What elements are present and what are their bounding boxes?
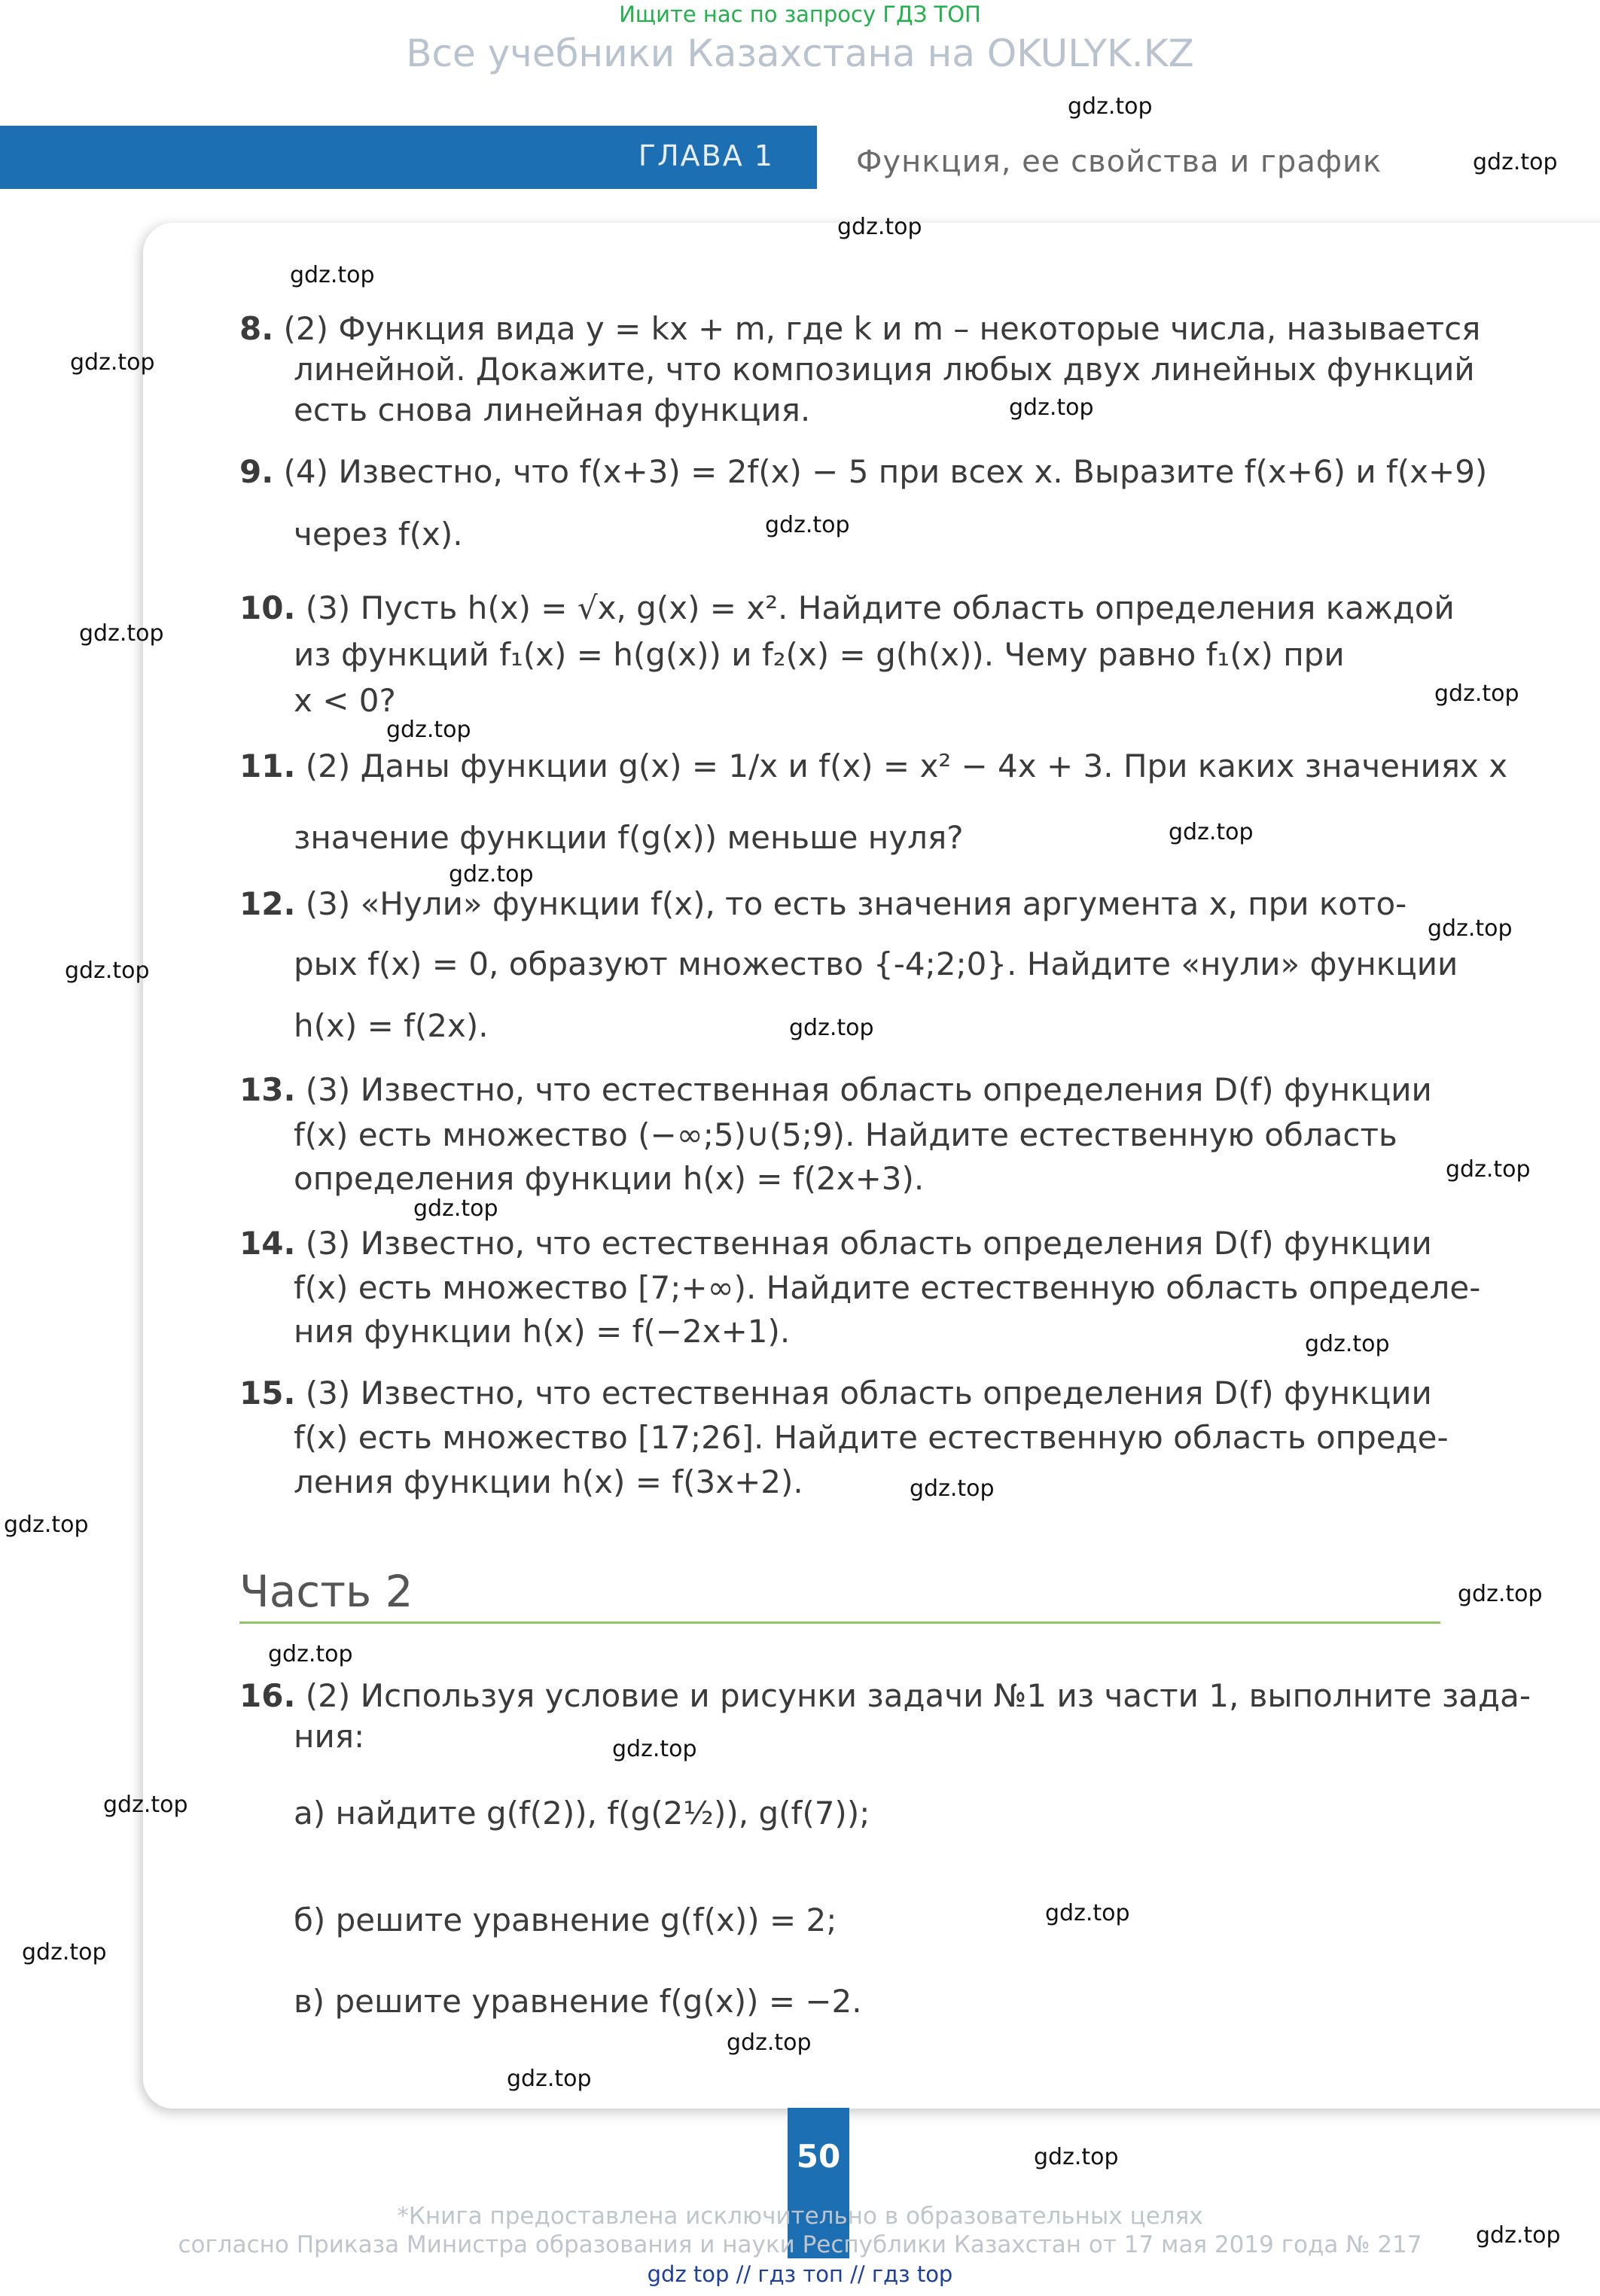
watermark: gdz.top <box>1009 394 1094 421</box>
watermark: gdz.top <box>910 1475 995 1502</box>
watermark: gdz.top <box>79 620 164 647</box>
problem-10-line-3: x < 0? <box>294 682 396 719</box>
problem-16-line-2: ния: <box>294 1718 365 1755</box>
problem-14-line-2: f(x) есть множество [7;+∞). Найдите естественную область определе- <box>294 1269 1481 1306</box>
watermark: gdz.top <box>837 214 922 240</box>
watermark: gdz.top <box>1434 681 1519 707</box>
problem-16-line-1: 16. (2) Используя условие и рисунки задачи №1 из части 1, выполните зада- <box>239 1677 1531 1714</box>
problem-15-line-3: ления функции h(x) = f(3x+2). <box>294 1463 803 1500</box>
watermark: gdz.top <box>612 1736 697 1762</box>
problem-15-line-1: 15. (3) Известно, что естественная область определения D(f) функции <box>239 1375 1432 1411</box>
problem-10-line-1: 10. (3) Пусть h(x) = √x, g(x) = x². Найдите область определения каждой <box>239 589 1455 626</box>
watermark: gdz.top <box>1458 1581 1543 1607</box>
watermark: gdz.top <box>1068 93 1153 120</box>
part-2-title: Часть 2 <box>239 1566 413 1617</box>
chapter-label: ГЛАВА 1 <box>638 139 774 172</box>
problem-11-line-1: 11. (2) Даны функции g(x) = 1/x и f(x) = x² − 4x + 3. При каких значениях x <box>239 748 1508 784</box>
watermark: gdz.top <box>268 1641 353 1667</box>
chapter-title: Функция, ее свойства и график <box>856 145 1382 179</box>
problem-13-line-2: f(x) есть множество (−∞;5)∪(5;9). Найдите естественную область <box>294 1116 1397 1153</box>
problem-12-line-3: h(x) = f(2x). <box>294 1007 489 1044</box>
watermark: gdz.top <box>1034 2144 1119 2170</box>
watermark: gdz.top <box>727 2030 812 2056</box>
watermark: gdz.top <box>4 1512 89 1538</box>
problem-16-item-a: а) найдите g(f(2)), f(g(2½)), g(f(7)); <box>294 1795 870 1832</box>
part-2-divider <box>239 1622 1440 1624</box>
problem-16-item-c: в) решите уравнение f(g(x)) = −2. <box>294 1983 862 2020</box>
watermark: gdz.top <box>22 1939 107 1966</box>
problem-11-line-2: значение функции f(g(x)) меньше нуля? <box>294 819 964 856</box>
problem-10-line-2: из функций f₁(x) = h(g(x)) и f₂(x) = g(h(x)). Чему равно f₁(x) при <box>294 636 1345 673</box>
watermark: gdz.top <box>1045 1900 1130 1926</box>
problem-8-line-3: есть снова линейная функция. <box>294 391 811 428</box>
watermark: gdz.top <box>789 1015 874 1041</box>
watermark: gdz.top <box>765 512 850 538</box>
watermark: gdz.top <box>290 262 375 288</box>
problem-13-line-1: 13. (3) Известно, что естественная область определения D(f) функции <box>239 1071 1432 1108</box>
problem-8-line-1: 8. (2) Функция вида y = kx + m, где k и m – некоторые числа, называется <box>239 310 1481 347</box>
chapter-bar <box>0 126 817 189</box>
site-banner: Все учебники Казахстана на OKULYK.KZ <box>406 32 1194 75</box>
problem-9-line-1: 9. (4) Известно, что f(x+3) = 2f(x) − 5 при всех x. Выразите f(x+6) и f(x+9) <box>239 453 1488 490</box>
watermark: gdz.top <box>1305 1331 1390 1357</box>
watermark: gdz.top <box>70 349 155 376</box>
promo-text: Ищите нас по запросу ГДЗ ТОП <box>619 2 981 27</box>
problem-15-line-2: f(x) есть множество [17;26]. Найдите естественную область опреде- <box>294 1419 1449 1456</box>
problem-12-line-1: 12. (3) «Нули» функции f(x), то есть значения аргумента x, при кото- <box>239 885 1407 922</box>
footer-links[interactable]: gdz top // гдз топ // гдз top <box>647 2261 953 2287</box>
watermark: gdz.top <box>103 1792 188 1818</box>
problem-8-line-2: линейной. Докажите, что композиция любых двух линейных функций <box>294 351 1475 388</box>
problem-14-line-3: ния функции h(x) = f(−2x+1). <box>294 1313 791 1350</box>
footer-line-2: согласно Приказа Министра образования и науки Республики Казахстан от 17 мая 2019 года № 217 <box>178 2231 1422 2258</box>
watermark: gdz.top <box>507 2066 592 2092</box>
watermark: gdz.top <box>1428 915 1513 942</box>
footer-line-1: *Книга предоставлена исключительно в образовательных целях <box>397 2203 1203 2230</box>
problem-9-line-2: через f(x). <box>294 516 463 553</box>
watermark: gdz.top <box>1473 149 1558 175</box>
watermark: gdz.top <box>1476 2222 1561 2249</box>
watermark: gdz.top <box>386 717 471 743</box>
watermark: gdz.top <box>65 958 150 984</box>
watermark: gdz.top <box>449 861 534 888</box>
watermark: gdz.top <box>413 1195 498 1222</box>
watermark: gdz.top <box>1446 1156 1531 1183</box>
problem-14-line-1: 14. (3) Известно, что естественная область определения D(f) функции <box>239 1225 1432 1262</box>
problem-12-line-2: рых f(x) = 0, образуют множество {-4;2;0}. Найдите «нули» функции <box>294 946 1458 982</box>
problem-16-item-b: б) решите уравнение g(f(x)) = 2; <box>294 1902 837 1938</box>
page-number: 50 <box>796 2138 841 2175</box>
watermark: gdz.top <box>1169 819 1254 845</box>
problem-13-line-3: определения функции h(x) = f(2x+3). <box>294 1160 925 1197</box>
